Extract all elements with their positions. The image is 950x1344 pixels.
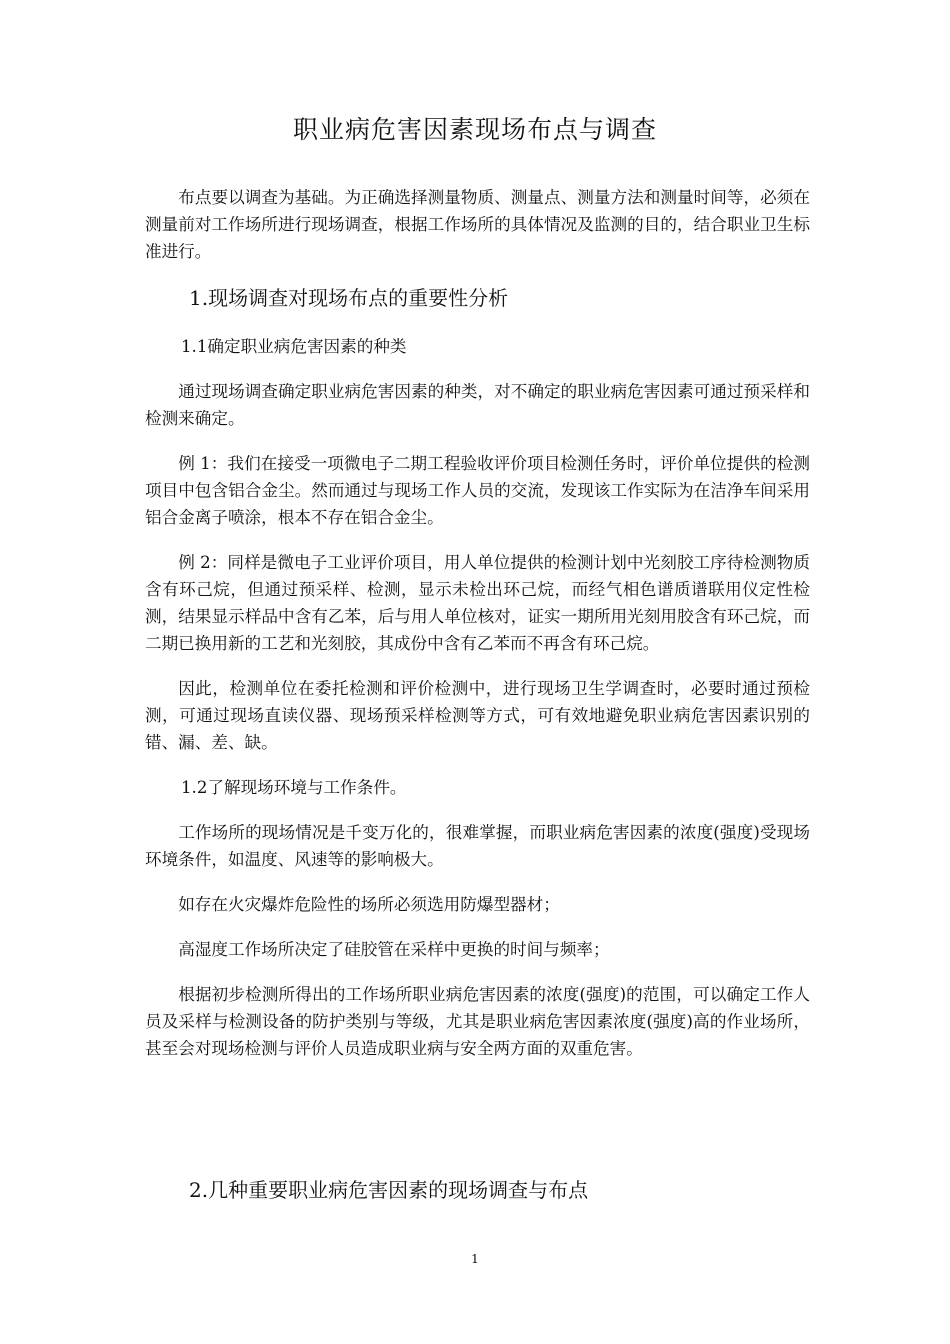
section-1-2-paragraph-4: 根据初步检测所得出的工作场所职业病危害因素的浓度(强度)的范围，可以确定工作人员及采样与检测设备的防护类别与等级，尤其是职业病危害因素浓度(强度)高的作业场所，甚至会对现场检测与评价人员造成职业病与安全两方面的双重危害。 xyxy=(145,985,810,1058)
section-1-2-paragraph-3: 高湿度工作场所决定了硅胶管在采样中更换的时间与频率； xyxy=(178,940,610,959)
page-number: 1 xyxy=(471,1252,479,1266)
example-2-paragraph: 例 2：同样是微电子工业评价项目，用人单位提供的检测计划中光刻胶工序待检测物质含有环己烷，但通过预采样、检测，显示未检出环己烷，而经气相色谱质谱联用仪定性检测，结果显示样品中含有乙苯，后与用人单位核对，证实一期所用光刻用胶含有环己烷，而二期已换用新的工艺和光刻胶，其成份中含有乙苯而不再含有环己烷。 xyxy=(145,553,810,653)
section-1-2-paragraph-1: 工作场所的现场情况是千变万化的，很难掌握，而职业病危害因素的浓度(强度)受现场环境条件，如温度、风速等的影响极大。 xyxy=(145,823,810,869)
intro-paragraph: 布点要以调查为基础。为正确选择测量物质、测量点、测量方法和测量时间等，必须在测量前对工作场所进行现场调查，根据工作场所的具体情况及监测的目的，结合职业卫生标准进行。 xyxy=(145,188,810,261)
section-1-1-paragraph: 通过现场调查确定职业病危害因素的种类，对不确定的职业病危害因素可通过预采样和检测来确定。 xyxy=(145,382,810,428)
document-title: 职业病危害因素现场布点与调查 xyxy=(292,115,657,144)
document-body xyxy=(145,184,810,1080)
example-1-paragraph: 例 1：我们在接受一项微电子二期工程验收评价项目检测任务时，评价单位提供的检测项目中包含铝合金尘。然而通过与现场工作人员的交流，发现该工作实际为在洁净车间采用铝合金离子喷涂，根本不存在铝合金尘。 xyxy=(145,454,810,527)
section-1-1-heading: 1.1确定职业病危害因素的种类 xyxy=(181,337,407,356)
section-1-heading: 1.现场调查对现场布点的重要性分析 xyxy=(189,286,509,310)
section-1-2-paragraph-2: 如存在火灾爆炸危险性的场所必须选用防爆型器材； xyxy=(178,895,560,914)
section-2-heading: 2.几种重要职业病危害因素的现场调查与布点 xyxy=(189,1178,589,1202)
section-1-2-heading: 1.2了解现场环境与工作条件。 xyxy=(181,778,407,797)
conclusion-paragraph: 因此，检测单位在委托检测和评价检测中，进行现场卫生学调查时，必要时通过预检测，可通过现场直读仪器、现场预采样检测等方式，可有效地避免职业病危害因素识别的错、漏、差、缺。 xyxy=(145,679,810,752)
